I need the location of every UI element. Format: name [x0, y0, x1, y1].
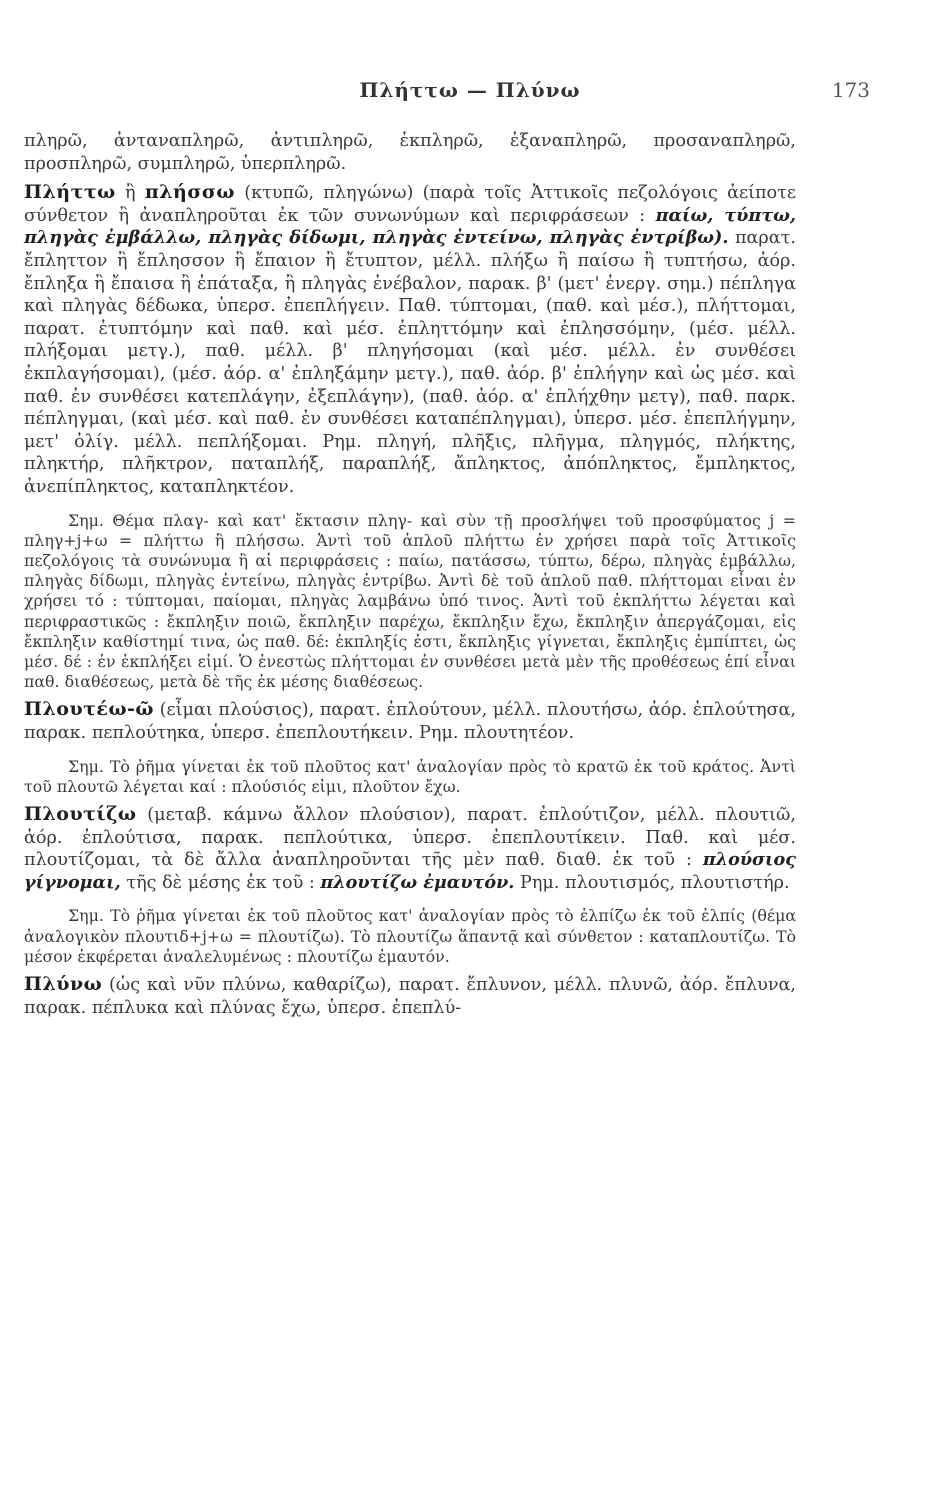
entry-text: (ὡς καὶ νῦν πλύνω, καθαρίζω), παρατ. ἔπλυνον, μέλλ. πλυνῶ, ἀόρ. ἔπλυνα, παρακ. πέπλυκα καὶ πλύνας ἔχω, ὑπερσ. ἐπεπλύ-: [24, 974, 796, 1018]
entry-text: τῆς δὲ μέσης ἐκ τοῦ :: [120, 872, 321, 893]
entry-text: ἢ: [115, 183, 145, 204]
entry-ploutizo: [24, 803, 796, 894]
note-ploutizo: Σημ. Τὸ ῥῆμα γίνεται ἐκ τοῦ πλοῦτος κατ' ἀναλογίαν πρὸς τὸ ἐλπίζω ἐκ τοῦ ἐλπίς (θέμα ἀναλογικὸν πλουτιδ+j+ω = πλουτίζω). Τὸ πλουτίζω ἅπαντᾷ καὶ σύνθετον : καταπλουτίζω. Τὸ μέσον ἐκφέρεται ἀναλελυμένως : πλουτίζω ἐμαυτόν.: [24, 906, 796, 966]
periphrasis: πλουτίζω ἐμαυτόν.: [320, 871, 515, 893]
headword: Πλύνω: [24, 972, 103, 995]
page-header: [70, 78, 870, 108]
headword: Πλουτίζω: [24, 802, 137, 825]
page-number: 173: [831, 78, 870, 102]
entry-text: παρατ. ἔπληττον ἢ ἔπλησσον ἢ ἔπαιον ἢ ἔτυπτον, μέλλ. πλήξω ἢ παίσω ἢ τυπτήσω, ἀόρ. ἔπληξα ἢ ἔπαισα ἢ ἐπάταξα, ἢ πληγὰς ἐνέβαλον, παρακ. β' (μετ' ἐνεργ. σημ.) πέπληγα καὶ πληγὰς δέδωκα, ὑπερσ. ἐπεπλήγειν. Παθ. τύπτομαι, (παθ. καὶ μέσ.), πλήττομαι, παρατ. ἐτυπτόμην καὶ παθ. καὶ μέσ. ἐπληττόμην καὶ ἐπλησσόμην, (μέσ. μέλλ. πλήξομαι μετγ.), παθ. μέλλ. β' πληγήσομαι (καὶ μέσ. μέλλ. ἐν συνθέσει ἐκπλαγήσομαι), (μέσ. ἀόρ. α' ἐπληξάμην μετγ.), παθ. ἀόρ. β' ἐπλήγην καὶ ὡς μέσ. καὶ παθ. ἐν συνθέσει κατεπλάγην, ἐξεπλάγην), (παθ. ἀόρ. α' ἐπλήχθην μετγ), παθ. παρκ. πέπληγμαι, (καὶ μέσ. καὶ παθ. ἐν συνθέσει καταπέπληγμαι), ὑπερσ. μέσ. ἐπεπλήγμην, μετ' ὀλίγ. μέλλ. πεπλήξομαι. Ρημ. πληγή, πλῆξις, πλῆγμα, πληγμός, πλήκτης, πληκτήρ, πλῆκτρον, παταπλήξ, παραπλήξ, ἄπληκτος, ἀπόπληκτος, ἔμπληκτος, ἀνεπίπληκτος, καταπληκτέον.: [24, 228, 796, 497]
entry-plyno: [24, 973, 796, 1019]
periphrasis: πλούσιος γίγνομαι,: [24, 849, 796, 893]
entry-plitto: [24, 181, 796, 498]
headword: Πλήττω: [24, 181, 116, 204]
entry-text: (εἶμαι πλούσιος), παρατ. ἐπλούτουν, μέλλ. πλουτήσω, ἀόρ. ἐπλούτησα, παρακ. πεπλούτηκα, ὑπερσ. ἐπεπλουτήκειν. Ρημ. πλουτητέον.: [24, 700, 796, 743]
continuation-paragraph: πληρῶ, ἀνταναπληρῶ, ἀντιπληρῶ, ἐκπληρῶ, ἐξαναπληρῶ, προσαναπληρῶ, προσπληρῶ, συμπληρῶ, ὑπερπληρῶ.: [24, 131, 796, 174]
body-text: [24, 130, 796, 1019]
entry-text: (μεταβ. κάμνω ἄλλον πλούσιον), παρατ. ἐπλούτιζον, μέλλ. πλουτιῶ, ἀόρ. ἐπλούτισα, παρακ. πεπλούτικα, ὑπερσ. ἐπεπλουτίκειν. Παθ. καὶ μέσ. πλουτίζομαι, τὰ δὲ ἄλλα ἀναπληροῦνται τῆς μὲν παθ. διαθ. ἐκ τοῦ :: [24, 804, 796, 871]
note-plitto: Σημ. Θέμα πλαγ- καὶ κατ' ἔκτασιν πληγ- καὶ σὺν τῇ προσλήψει τοῦ προσφύματος j = πληγ+j+ω = πλήττω ἢ πλήσσω. Ἀντὶ τοῦ ἁπλοῦ πλήττω ἐν χρήσει παρὰ τοῖς Ἀττικοῖς πεζολόγοις τὰ συνώνυμα ἢ αἱ περιφράσεις : παίω, πατάσσω, τύπτω, δέρω, πληγὰς ἐμβάλλω, πληγὰς δίδωμι, πληγὰς ἐντείνω, πληγὰς ἐντρίβω. Ἀντὶ δὲ τοῦ ἁπλοῦ παθ. πλήττομαι εἶναι ἐν χρήσει τό : τύπτομαι, παίομαι, πληγὰς λαμβάνω ὑπό τινος. Ἀντὶ τοῦ ἐκπλήττω λέγεται καὶ περιφραστικῶς : ἔκπληξιν ποιῶ, ἔκπληξιν παρέχω, ἔκπληξιν ἔχω, ἔκπληξιν ἀπεργάζομαι, εἰς ἔκπληξιν καθίστημί τινα, ὡς παθ. δέ: ἐκπληξίς ἐστι, ἔκπληξις γίγνεται, ἔκπληξις ἐμπίπτει, ὡς μέσ. δέ : ἐν ἐκπλήξει εἰμί. Ὁ ἐνεστὼς πλήττομαι ἐν συνθέσει μετὰ μὲν τῆς προθέσεως ἐπί εἶναι παθ. διαθέσεως, μετὰ δὲ τῆς ἐκ μέσης διαθέσεως.: [24, 510, 796, 692]
note-plouteo: Σημ. Τὸ ῥῆμα γίνεται ἐκ τοῦ πλοῦτος κατ' ἀναλογίαν πρὸς τὸ κρατῶ ἐκ τοῦ κράτος. Ἀντὶ τοῦ πλουτῶ λέγεται καί : πλούσιός εἰμι, πλοῦτον ἔχω.: [24, 756, 796, 796]
headword-variant: πλήσσω: [144, 181, 235, 204]
entry-plouteo: [24, 698, 796, 744]
entry-text: Ρημ. πλουτισμός, πλουτιστήρ.: [514, 872, 790, 893]
synonyms: παίω, τύπτω, πληγὰς ἐμβάλλω, πληγὰς δίδωμι, πληγὰς ἐντείνω, πληγὰς ἐντρίβω).: [24, 204, 796, 249]
running-head: Πλήττω — Πλύνω: [359, 78, 581, 102]
entry-text: (κτυπῶ, πληγώνω) (παρὰ τοῖς Ἀττικοῖς πεζολόγοις ἀείποτε σύνθετον ἢ ἀναπληροῦται ἐκ τῶν συνωνύμων καὶ περιφράσεων :: [24, 183, 796, 226]
headword: Πλουτέω-ῶ: [24, 698, 155, 721]
